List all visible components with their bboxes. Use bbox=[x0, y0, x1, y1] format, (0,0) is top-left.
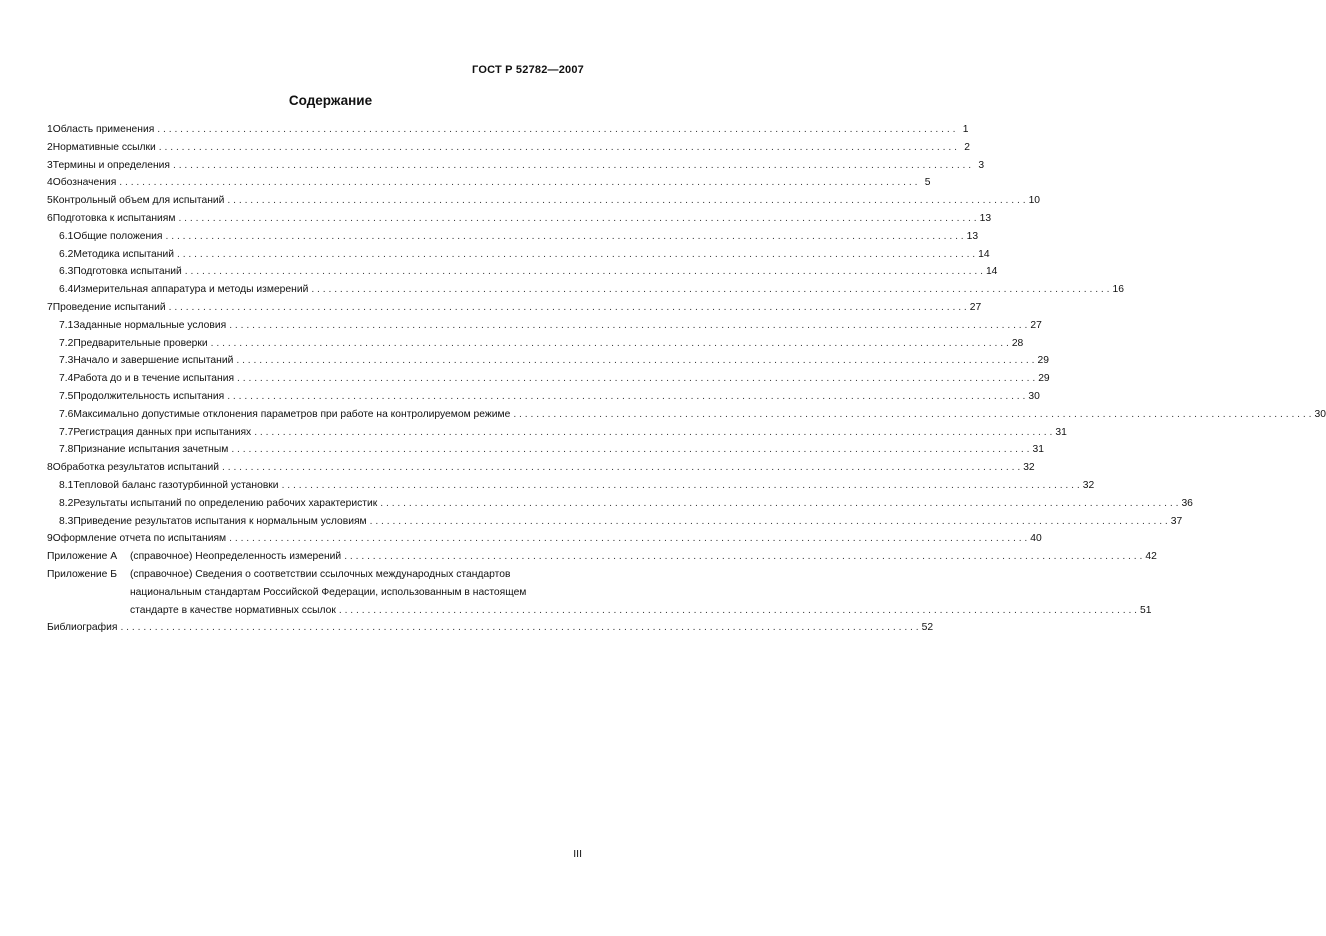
toc-entry-number: 7.7 bbox=[59, 426, 74, 438]
toc-entry[interactable] bbox=[47, 441, 1044, 459]
toc-entry-label: Библиография bbox=[47, 622, 118, 634]
toc-entry[interactable] bbox=[47, 228, 979, 246]
toc-page-number: 32 bbox=[1023, 462, 1035, 474]
toc-page-number: 36 bbox=[1181, 497, 1193, 509]
toc-entry-number: 7.3 bbox=[59, 355, 74, 367]
toc-page-number: 31 bbox=[1055, 426, 1067, 438]
leader-dots bbox=[344, 548, 1142, 566]
toc-entry-label: Признание испытания зачетным bbox=[73, 444, 229, 456]
toc-entry[interactable] bbox=[47, 477, 1095, 495]
leader-dots bbox=[227, 192, 1025, 210]
appendix-title-line: национальным стандартам Российской Федерации, использованным в настоящем bbox=[130, 586, 527, 598]
toc-entry[interactable] bbox=[47, 246, 990, 264]
toc-entry[interactable] bbox=[47, 352, 1049, 370]
toc-entry-number: 7.5 bbox=[59, 390, 74, 402]
toc-entry-number: 6.1 bbox=[59, 230, 74, 242]
toc-entry[interactable] bbox=[47, 495, 1193, 513]
toc-page-number: 51 bbox=[1140, 604, 1152, 616]
toc-page-number: 13 bbox=[979, 212, 992, 224]
leader-dots bbox=[185, 263, 983, 281]
toc-entry-number: 2 bbox=[47, 141, 53, 153]
toc-page-number: 40 bbox=[1030, 533, 1042, 545]
leader-dots bbox=[119, 174, 917, 192]
toc-entry-label: Контрольный объем для испытаний bbox=[52, 195, 225, 207]
toc-entry-label: Нормативные ссылки bbox=[52, 141, 156, 153]
toc-page-number: 29 bbox=[1038, 373, 1050, 385]
toc-page-number: 31 bbox=[1032, 444, 1044, 456]
toc-page-number: 16 bbox=[1112, 284, 1124, 296]
toc-entry-number: 6 bbox=[47, 212, 53, 224]
toc-entry-number: 5 bbox=[47, 195, 53, 207]
toc-entry-label: Общие положения bbox=[73, 230, 163, 242]
toc-entry-label: Продолжительность испытания bbox=[73, 390, 225, 402]
toc-page-number: 14 bbox=[985, 266, 998, 278]
toc-entry[interactable] bbox=[47, 121, 969, 139]
leader-dots bbox=[159, 139, 957, 157]
toc-entry[interactable] bbox=[47, 459, 1035, 477]
leader-dots bbox=[173, 157, 971, 175]
leader-dots bbox=[370, 513, 1168, 531]
leader-dots bbox=[166, 228, 964, 246]
toc-entry[interactable] bbox=[47, 299, 982, 317]
page-number: III bbox=[573, 848, 582, 860]
toc-entry[interactable] bbox=[47, 513, 1183, 531]
leader-dots bbox=[231, 441, 1029, 459]
leader-dots bbox=[169, 299, 967, 317]
toc-entry-label: Методика испытаний bbox=[73, 248, 174, 260]
leader-dots bbox=[236, 352, 1034, 370]
toc-entry-label: Предварительные проверки bbox=[73, 337, 208, 349]
toc-entry[interactable] bbox=[47, 424, 1067, 442]
toc-entry-label: Регистрация данных при испытаниях bbox=[73, 426, 252, 438]
toc-page-number: 3 bbox=[978, 159, 985, 171]
toc-entry-number: 8.3 bbox=[59, 515, 74, 527]
toc-entry-number: 6.4 bbox=[59, 284, 74, 296]
toc-page-number: 37 bbox=[1170, 515, 1183, 527]
toc-entry-label: Начало и завершение испытаний bbox=[73, 355, 234, 367]
toc-entry-label: Обозначения bbox=[52, 177, 117, 189]
toc-page-number: 32 bbox=[1082, 479, 1095, 491]
toc-page-number: 52 bbox=[921, 622, 934, 634]
leader-dots bbox=[229, 530, 1027, 548]
leader-dots bbox=[254, 424, 1052, 442]
leader-dots bbox=[282, 477, 1080, 495]
appendix-title-line: стандарте в качестве нормативных ссылок bbox=[130, 604, 336, 616]
toc-page-number: 2 bbox=[964, 141, 970, 153]
toc-entry[interactable] bbox=[47, 157, 985, 175]
toc-entry-label: Приведение результатов испытания к нормальным условиям bbox=[73, 515, 367, 527]
toc-page-number: 27 bbox=[969, 301, 982, 313]
toc-page-number: 27 bbox=[1030, 319, 1042, 331]
toc-entry-number: 7 bbox=[47, 301, 53, 313]
leader-dots bbox=[211, 335, 1009, 353]
toc-page-number: 1 bbox=[962, 124, 969, 135]
toc-entry-label: Область применения bbox=[52, 124, 155, 135]
toc-entry[interactable] bbox=[47, 530, 1042, 548]
leader-dots bbox=[178, 210, 976, 228]
toc-entry-label: Тепловой баланс газотурбинной установки bbox=[73, 479, 279, 491]
toc-entry-number: 7.8 bbox=[59, 444, 74, 456]
toc-page-number: 30 bbox=[1314, 408, 1326, 420]
appendix-title-line: (справочное) Сведения о соответствии ссылочных международных стандартов bbox=[130, 568, 511, 580]
leader-dots bbox=[229, 317, 1027, 335]
toc-entry-label: Оформление отчета по испытаниям bbox=[52, 533, 227, 545]
toc-entry-number: 7.1 bbox=[59, 319, 74, 331]
toc-entry[interactable] bbox=[47, 370, 1050, 388]
toc-entry-number: 6.3 bbox=[59, 266, 74, 278]
toc-page-number: 14 bbox=[978, 248, 990, 260]
toc-entry-number: 8.2 bbox=[59, 497, 74, 509]
toc-page-number: 5 bbox=[924, 177, 931, 189]
toc-appendix[interactable] bbox=[47, 548, 1157, 566]
toc-page-number: 10 bbox=[1028, 195, 1041, 207]
toc-entry-number: 6.2 bbox=[59, 248, 74, 260]
toc-entry[interactable] bbox=[47, 317, 1042, 335]
appendix-title-line: (справочное) Неопределенность измерений bbox=[130, 551, 342, 563]
toc-entry-label: Обработка результатов испытаний bbox=[52, 462, 220, 474]
toc-entry[interactable] bbox=[47, 263, 998, 281]
toc-entry-label: Измерительная аппаратура и методы измерений bbox=[73, 284, 309, 296]
leader-dots bbox=[339, 602, 1137, 620]
toc-entry-number: 7.6 bbox=[59, 408, 74, 420]
appendix-prefix: Приложение А bbox=[47, 551, 118, 563]
toc-entry[interactable] bbox=[47, 335, 1024, 353]
toc-page-number: 28 bbox=[1011, 337, 1024, 349]
toc-entry-label: Заданные нормальные условия bbox=[73, 319, 227, 331]
leader-dots bbox=[120, 619, 918, 637]
toc-bibliography[interactable] bbox=[47, 619, 934, 637]
appendix-prefix: Приложение Б bbox=[47, 568, 118, 580]
toc-entry[interactable] bbox=[47, 388, 1040, 406]
leader-dots bbox=[157, 121, 955, 139]
leader-dots bbox=[177, 246, 975, 264]
leader-dots bbox=[222, 459, 1020, 477]
leader-dots bbox=[237, 370, 1035, 388]
toc-entry-number: 8.1 bbox=[59, 479, 74, 491]
toc-entry-label: Проведение испытаний bbox=[52, 301, 166, 313]
toc-entry-number: 7.4 bbox=[59, 373, 74, 385]
toc-entry-label: Подготовка к испытаниям bbox=[52, 212, 176, 224]
toc-page-number: 13 bbox=[966, 230, 979, 242]
toc-entry-label: Термины и определения bbox=[52, 159, 170, 171]
toc-entry[interactable] bbox=[47, 406, 1326, 424]
toc-entry[interactable] bbox=[47, 210, 992, 228]
toc-entry-number: 7.2 bbox=[59, 337, 74, 349]
leader-dots bbox=[513, 406, 1311, 424]
toc-entry-label: Максимально допустимые отклонения параметров при работе на контролируемом режиме bbox=[73, 408, 511, 420]
leader-dots bbox=[380, 495, 1178, 513]
page-title: Содержание bbox=[288, 93, 373, 108]
toc-entry-number: 4 bbox=[47, 177, 53, 189]
toc-appendix[interactable] bbox=[47, 566, 1152, 619]
table-of-contents bbox=[47, 121, 1326, 637]
toc-entry-number: 3 bbox=[47, 159, 53, 171]
leader-dots bbox=[227, 388, 1025, 406]
leader-dots bbox=[311, 281, 1109, 299]
toc-page-number: 42 bbox=[1145, 551, 1157, 563]
toc-entry[interactable] bbox=[47, 281, 1124, 299]
toc-page-number: 30 bbox=[1028, 390, 1040, 402]
toc-entry-number: 1 bbox=[47, 124, 53, 135]
toc-entry-label: Подготовка испытаний bbox=[73, 266, 182, 278]
toc-entry-label: Работа до и в течение испытания bbox=[73, 373, 235, 385]
toc-entry[interactable] bbox=[47, 139, 970, 157]
toc-entry-label: Результаты испытаний по определению рабочих характеристик bbox=[73, 497, 378, 509]
document-id: ГОСТ Р 52782—2007 bbox=[472, 64, 584, 76]
toc-entry-number: 9 bbox=[47, 533, 53, 545]
toc-entry[interactable] bbox=[47, 174, 931, 192]
toc-page-number: 29 bbox=[1037, 355, 1049, 367]
toc-entry-number: 8 bbox=[47, 462, 53, 474]
toc-entry[interactable] bbox=[47, 192, 1041, 210]
